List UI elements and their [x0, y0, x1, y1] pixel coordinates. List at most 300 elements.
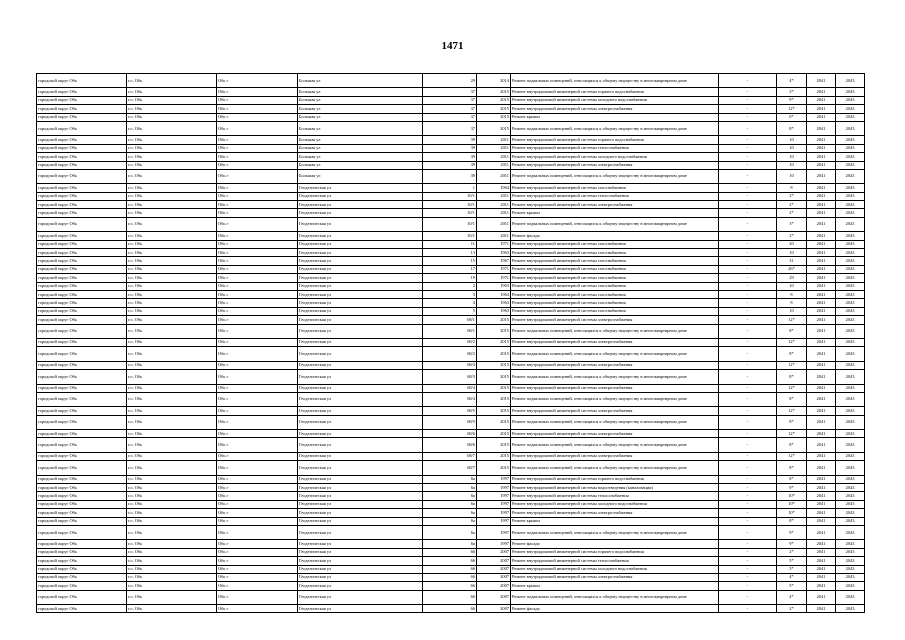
cell-year: 2007	[477, 565, 511, 573]
cell-period-to: 2043	[836, 184, 865, 192]
cell-note: -	[719, 184, 777, 192]
cell-locality: Обь г	[217, 573, 298, 581]
cell-note: -	[719, 590, 777, 604]
cell-municipality: г.о. Обь	[127, 153, 217, 161]
cell-municipality: г.о. Обь	[127, 475, 217, 483]
cell-street: Геодезическая ул	[298, 201, 423, 209]
cell-locality: Обь г	[217, 232, 298, 240]
cell-locality: Обь г	[217, 201, 298, 209]
cell-value: 8*	[777, 347, 807, 361]
cell-work-type: Ремонт подвальных помещений, относящихся к общему имуществу в многоквартирном доме	[511, 392, 719, 406]
cell-value: 8*	[777, 415, 807, 429]
cell-district: городской округ Обь	[37, 548, 127, 556]
cell-street: Геодезическая ул	[298, 324, 423, 338]
cell-street: Геодезическая ул	[298, 452, 423, 460]
cell-period-to: 2043	[836, 461, 865, 475]
cell-municipality: г.о. Обь	[127, 548, 217, 556]
cell-note: -	[719, 282, 777, 290]
cell-district: городской округ Обь	[37, 290, 127, 298]
cell-municipality: г.о. Обь	[127, 582, 217, 590]
cell-value: 5*	[777, 557, 807, 565]
cell-house: 10/1	[423, 232, 477, 240]
cell-locality: Обь г	[217, 509, 298, 517]
cell-period-to: 2043	[836, 282, 865, 290]
cell-period-to: 2043	[836, 169, 865, 183]
cell-house: 39	[423, 161, 477, 169]
cell-year: 2015	[477, 370, 511, 384]
cell-locality: Обь г	[217, 184, 298, 192]
cell-house: 6а	[423, 509, 477, 517]
cell-municipality: г.о. Обь	[127, 517, 217, 525]
cell-municipality: г.о. Обь	[127, 290, 217, 298]
cell-district: городской округ Обь	[37, 461, 127, 475]
cell-district: городской округ Обь	[37, 384, 127, 392]
cell-locality: Обь г	[217, 105, 298, 113]
table-row	[37, 113, 865, 121]
cell-period-from: 2041	[807, 415, 836, 429]
table-row	[37, 370, 865, 384]
cell-period-to: 2043	[836, 590, 865, 604]
cell-year: 2011	[477, 209, 511, 217]
cell-municipality: г.о. Обь	[127, 282, 217, 290]
cell-period-from: 2041	[807, 573, 836, 581]
cell-district: городской округ Обь	[37, 324, 127, 338]
cell-year: 2011	[477, 217, 511, 231]
cell-street: Геодезическая ул	[298, 316, 423, 324]
cell-municipality: г.о. Обь	[127, 316, 217, 324]
cell-period-to: 2043	[836, 500, 865, 508]
cell-street: Геодезическая ул	[298, 265, 423, 273]
cell-year: 2011	[477, 201, 511, 209]
cell-period-from: 2041	[807, 217, 836, 231]
cell-work-type: Ремонт подвальных помещений, относящихся к общему имуществу в многоквартирном доме	[511, 217, 719, 231]
cell-period-from: 2041	[807, 438, 836, 452]
cell-year: 1971	[477, 240, 511, 248]
cell-work-type: Ремонт крыши	[511, 582, 719, 590]
cell-street: Большая ул	[298, 144, 423, 152]
cell-locality: Обь г	[217, 316, 298, 324]
cell-note: -	[719, 153, 777, 161]
cell-locality: Обь г	[217, 240, 298, 248]
cell-work-type: Ремонт внутридомовой инженерной системы газоснабжения	[511, 257, 719, 265]
cell-value: 20	[777, 240, 807, 248]
cell-value: 2*	[777, 605, 807, 613]
cell-period-from: 2041	[807, 582, 836, 590]
cell-locality: Обь г	[217, 121, 298, 135]
cell-note: -	[719, 265, 777, 273]
table-row	[37, 573, 865, 581]
cell-street: Большая ул	[298, 74, 423, 88]
cell-house: 10/1	[423, 192, 477, 200]
cell-work-type: Ремонт внутридомовой инженерной системы электроснабжения	[511, 452, 719, 460]
cell-value: 10	[777, 249, 807, 257]
cell-municipality: г.о. Обь	[127, 573, 217, 581]
cell-year: 2015	[477, 407, 511, 415]
cell-house: 37	[423, 105, 477, 113]
cell-locality: Обь г	[217, 96, 298, 104]
cell-municipality: г.о. Обь	[127, 605, 217, 613]
cell-work-type: Ремонт внутридомовой инженерной системы газоснабжения	[511, 282, 719, 290]
cell-district: городской округ Обь	[37, 307, 127, 315]
cell-work-type: Ремонт фасада	[511, 540, 719, 548]
cell-municipality: г.о. Обь	[127, 136, 217, 144]
cell-street: Геодезическая ул	[298, 282, 423, 290]
cell-house: 10/1	[423, 217, 477, 231]
cell-value: 8*	[777, 324, 807, 338]
cell-period-from: 2041	[807, 265, 836, 273]
cell-street: Геодезическая ул	[298, 307, 423, 315]
cell-house: 66	[423, 565, 477, 573]
table-row	[37, 257, 865, 265]
cell-note: -	[719, 105, 777, 113]
cell-work-type: Ремонт внутридомовой инженерной системы газоснабжения	[511, 249, 719, 257]
cell-house: 2	[423, 282, 477, 290]
cell-period-from: 2041	[807, 249, 836, 257]
table-row	[37, 217, 865, 231]
cell-house: 6а	[423, 500, 477, 508]
cell-work-type: Ремонт внутридомовой инженерной системы электроснабжения	[511, 430, 719, 438]
cell-locality: Обь г	[217, 548, 298, 556]
cell-year: 2011	[477, 232, 511, 240]
cell-house: 6а	[423, 540, 477, 548]
cell-municipality: г.о. Обь	[127, 144, 217, 152]
cell-year: 1964	[477, 290, 511, 298]
cell-work-type: Ремонт внутридомовой инженерной системы газоснабжения	[511, 265, 719, 273]
cell-work-type: Ремонт внутридомовой инженерной системы газоснабжения	[511, 299, 719, 307]
cell-municipality: г.о. Обь	[127, 590, 217, 604]
cell-period-to: 2043	[836, 347, 865, 361]
cell-locality: Обь г	[217, 347, 298, 361]
table-row	[37, 461, 865, 475]
cell-value: 10	[777, 161, 807, 169]
cell-municipality: г.о. Обь	[127, 347, 217, 361]
cell-locality: Обь г	[217, 361, 298, 369]
cell-note: -	[719, 161, 777, 169]
cell-district: городской округ Обь	[37, 113, 127, 121]
cell-period-from: 2041	[807, 324, 836, 338]
table-row	[37, 184, 865, 192]
cell-value: 10	[777, 136, 807, 144]
cell-period-to: 2043	[836, 324, 865, 338]
table-row	[37, 324, 865, 338]
table-row	[37, 590, 865, 604]
cell-note: -	[719, 209, 777, 217]
cell-street: Геодезическая ул	[298, 192, 423, 200]
cell-value: 5*	[777, 565, 807, 573]
cell-work-type: Ремонт внутридомовой инженерной системы электроснабжения	[511, 316, 719, 324]
cell-note: -	[719, 307, 777, 315]
cell-period-to: 2043	[836, 201, 865, 209]
cell-value: 9*	[777, 96, 807, 104]
cell-year: 2011	[477, 169, 511, 183]
cell-work-type: Ремонт внутридомовой инженерной системы теплоснабжения	[511, 557, 719, 565]
table-row	[37, 500, 865, 508]
cell-year: 2007	[477, 605, 511, 613]
cell-value: 5*	[777, 582, 807, 590]
cell-district: городской округ Обь	[37, 573, 127, 581]
cell-value: 8*	[777, 475, 807, 483]
cell-year: 1964	[477, 184, 511, 192]
table-row	[37, 136, 865, 144]
cell-house: 39	[423, 136, 477, 144]
cell-locality: Обь г	[217, 590, 298, 604]
cell-period-to: 2043	[836, 407, 865, 415]
cell-note: -	[719, 88, 777, 96]
cell-period-from: 2041	[807, 121, 836, 135]
cell-street: Геодезическая ул	[298, 492, 423, 500]
cell-note: -	[719, 548, 777, 556]
cell-note: -	[719, 274, 777, 282]
cell-district: городской округ Обь	[37, 136, 127, 144]
cell-year: 2015	[477, 96, 511, 104]
cell-locality: Обь г	[217, 384, 298, 392]
cell-street: Геодезическая ул	[298, 573, 423, 581]
cell-municipality: г.о. Обь	[127, 565, 217, 573]
table-row	[37, 153, 865, 161]
cell-period-to: 2043	[836, 136, 865, 144]
cell-work-type: Ремонт внутридомовой инженерной системы электроснабжения	[511, 361, 719, 369]
cell-street: Геодезическая ул	[298, 184, 423, 192]
cell-street: Геодезическая ул	[298, 338, 423, 346]
cell-municipality: г.о. Обь	[127, 274, 217, 282]
cell-work-type: Ремонт внутридомовой инженерной системы электроснабжения	[511, 573, 719, 581]
cell-work-type: Ремонт подвальных помещений, относящихся к общему имуществу в многоквартирном доме	[511, 324, 719, 338]
cell-note: -	[719, 113, 777, 121]
cell-note: -	[719, 136, 777, 144]
cell-street: Геодезическая ул	[298, 209, 423, 217]
cell-municipality: г.о. Обь	[127, 184, 217, 192]
cell-period-to: 2043	[836, 307, 865, 315]
cell-year: 2015	[477, 461, 511, 475]
cell-period-from: 2041	[807, 290, 836, 298]
table-row	[37, 144, 865, 152]
cell-period-from: 2041	[807, 307, 836, 315]
cell-period-to: 2043	[836, 430, 865, 438]
cell-year: 1963	[477, 249, 511, 257]
cell-district: городской округ Обь	[37, 347, 127, 361]
cell-note: -	[719, 232, 777, 240]
table-row	[37, 240, 865, 248]
cell-value: 0*	[777, 113, 807, 121]
cell-municipality: г.о. Обь	[127, 430, 217, 438]
cell-period-from: 2041	[807, 144, 836, 152]
cell-work-type: Ремонт внутридомовой инженерной системы электроснабжения	[511, 105, 719, 113]
cell-work-type: Ремонт внутридомовой инженерной системы водоотведения (канализации)	[511, 484, 719, 492]
cell-locality: Обь г	[217, 299, 298, 307]
table-row	[37, 605, 865, 613]
cell-period-to: 2043	[836, 525, 865, 539]
cell-value: 12*	[777, 452, 807, 460]
cell-locality: Обь г	[217, 565, 298, 573]
cell-work-type: Ремонт подвальных помещений, относящихся к общему имуществу в многоквартирном доме	[511, 121, 719, 135]
cell-locality: Обь г	[217, 88, 298, 96]
cell-district: городской округ Обь	[37, 525, 127, 539]
cell-locality: Обь г	[217, 249, 298, 257]
cell-locality: Обь г	[217, 517, 298, 525]
table-row	[37, 169, 865, 183]
cell-value: 3*	[777, 217, 807, 231]
cell-house: 6а	[423, 475, 477, 483]
cell-period-to: 2043	[836, 548, 865, 556]
cell-municipality: г.о. Обь	[127, 307, 217, 315]
cell-municipality: г.о. Обь	[127, 105, 217, 113]
cell-value: 2*	[777, 548, 807, 556]
cell-house: 37	[423, 113, 477, 121]
cell-year: 2011	[477, 136, 511, 144]
cell-house: 68/7	[423, 452, 477, 460]
cell-period-from: 2041	[807, 540, 836, 548]
cell-work-type: Ремонт крыши	[511, 209, 719, 217]
table-row	[37, 274, 865, 282]
cell-locality: Обь г	[217, 338, 298, 346]
cell-value: 9*	[777, 484, 807, 492]
table-row	[37, 347, 865, 361]
cell-district: городской округ Обь	[37, 169, 127, 183]
cell-period-from: 2041	[807, 257, 836, 265]
cell-house: 66	[423, 573, 477, 581]
cell-district: городской округ Обь	[37, 415, 127, 429]
cell-house: 39	[423, 169, 477, 183]
cell-period-to: 2043	[836, 74, 865, 88]
cell-district: городской округ Обь	[37, 161, 127, 169]
cell-house: 5	[423, 307, 477, 315]
cell-locality: Обь г	[217, 153, 298, 161]
cell-period-to: 2043	[836, 517, 865, 525]
table-row	[37, 430, 865, 438]
cell-locality: Обь г	[217, 540, 298, 548]
cell-house: 68/6	[423, 438, 477, 452]
cell-value: 8	[777, 184, 807, 192]
cell-house: 15	[423, 257, 477, 265]
cell-work-type: Ремонт внутридомовой инженерной системы горячего водоснабжения	[511, 548, 719, 556]
cell-house: 66	[423, 590, 477, 604]
cell-house: 3	[423, 290, 477, 298]
cell-year: 2015	[477, 384, 511, 392]
cell-note: -	[719, 430, 777, 438]
cell-value: 10*	[777, 509, 807, 517]
cell-district: городской округ Обь	[37, 282, 127, 290]
cell-value: 3*	[777, 88, 807, 96]
cell-work-type: Ремонт подвальных помещений, относящихся к общему имуществу в многоквартирном доме	[511, 370, 719, 384]
cell-house: 68/2	[423, 338, 477, 346]
cell-house: 66	[423, 557, 477, 565]
cell-locality: Обь г	[217, 257, 298, 265]
cell-district: городской округ Обь	[37, 74, 127, 88]
cell-note: -	[719, 407, 777, 415]
cell-note: -	[719, 201, 777, 209]
cell-locality: Обь г	[217, 265, 298, 273]
cell-street: Геодезическая ул	[298, 274, 423, 282]
cell-district: городской округ Обь	[37, 438, 127, 452]
cell-municipality: г.о. Обь	[127, 169, 217, 183]
cell-year: 1997	[477, 525, 511, 539]
cell-note: -	[719, 299, 777, 307]
cell-municipality: г.о. Обь	[127, 257, 217, 265]
cell-value: 8*	[777, 438, 807, 452]
cell-municipality: г.о. Обь	[127, 540, 217, 548]
cell-street: Геодезическая ул	[298, 430, 423, 438]
cell-work-type: Ремонт подвальных помещений, относящихся к общему имуществу в многоквартирном доме	[511, 461, 719, 475]
cell-year: 2011	[477, 192, 511, 200]
cell-period-to: 2043	[836, 257, 865, 265]
cell-house: 66	[423, 582, 477, 590]
cell-period-to: 2043	[836, 290, 865, 298]
table-row	[37, 209, 865, 217]
cell-work-type: Ремонт внутридомовой инженерной системы холодного водоснабжения	[511, 500, 719, 508]
cell-municipality: г.о. Обь	[127, 232, 217, 240]
cell-period-to: 2043	[836, 209, 865, 217]
cell-year: 2007	[477, 582, 511, 590]
cell-district: городской округ Обь	[37, 338, 127, 346]
cell-note: -	[719, 582, 777, 590]
cell-district: городской округ Обь	[37, 209, 127, 217]
cell-street: Геодезическая ул	[298, 415, 423, 429]
cell-period-from: 2041	[807, 500, 836, 508]
cell-street: Геодезическая ул	[298, 407, 423, 415]
cell-value: 8*	[777, 517, 807, 525]
table-row	[37, 492, 865, 500]
cell-work-type: Ремонт внутридомовой инженерной системы электроснабжения	[511, 407, 719, 415]
cell-house: 6а	[423, 492, 477, 500]
cell-period-to: 2043	[836, 316, 865, 324]
table-row	[37, 249, 865, 257]
cell-note: -	[719, 475, 777, 483]
cell-note: -	[719, 605, 777, 613]
cell-locality: Обь г	[217, 484, 298, 492]
cell-work-type: Ремонт крыши	[511, 113, 719, 121]
cell-street: Геодезическая ул	[298, 461, 423, 475]
cell-district: городской округ Обь	[37, 452, 127, 460]
cell-note: -	[719, 525, 777, 539]
cell-locality: Обь г	[217, 290, 298, 298]
cell-period-to: 2043	[836, 509, 865, 517]
cell-work-type: Ремонт крыши	[511, 517, 719, 525]
cell-municipality: г.о. Обь	[127, 201, 217, 209]
table-row	[37, 525, 865, 539]
cell-period-from: 2041	[807, 282, 836, 290]
cell-work-type: Ремонт внутридомовой инженерной системы теплоснабжения	[511, 492, 719, 500]
cell-value: 12*	[777, 105, 807, 113]
cell-period-to: 2043	[836, 161, 865, 169]
cell-year: 1997	[477, 484, 511, 492]
cell-value: 2*	[777, 192, 807, 200]
cell-street: Геодезическая ул	[298, 517, 423, 525]
cell-note: -	[719, 492, 777, 500]
cell-locality: Обь г	[217, 192, 298, 200]
cell-street: Геодезическая ул	[298, 565, 423, 573]
cell-locality: Обь г	[217, 136, 298, 144]
cell-street: Геодезическая ул	[298, 590, 423, 604]
cell-period-to: 2043	[836, 113, 865, 121]
cell-period-to: 2043	[836, 274, 865, 282]
cell-value: 10*	[777, 492, 807, 500]
cell-municipality: г.о. Обь	[127, 492, 217, 500]
cell-period-from: 2041	[807, 407, 836, 415]
cell-value: 26*	[777, 265, 807, 273]
cell-period-from: 2041	[807, 153, 836, 161]
cell-locality: Обь г	[217, 217, 298, 231]
cell-work-type: Ремонт подвальных помещений, относящихся к общему имуществу в многоквартирном доме	[511, 415, 719, 429]
cell-district: городской округ Обь	[37, 370, 127, 384]
cell-municipality: г.о. Обь	[127, 161, 217, 169]
cell-house: 11	[423, 240, 477, 248]
cell-locality: Обь г	[217, 605, 298, 613]
cell-note: -	[719, 540, 777, 548]
table-row	[37, 290, 865, 298]
cell-year: 2014	[477, 74, 511, 88]
cell-locality: Обь г	[217, 452, 298, 460]
cell-municipality: г.о. Обь	[127, 338, 217, 346]
